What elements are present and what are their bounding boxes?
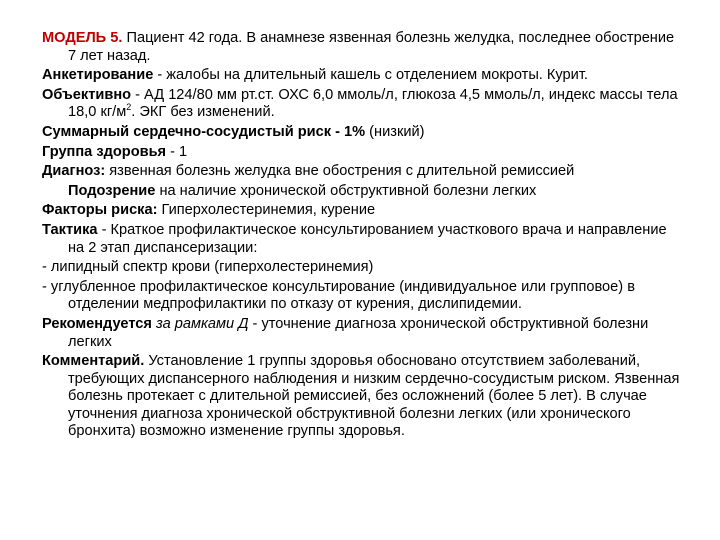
paragraph-survey [42, 67, 682, 85]
tactics-text: - Краткое профилактическое консультированием участкового врача и направление на 2 этап диспансеризации: [68, 221, 667, 256]
comment-text: Установление 1 группы здоровья обосновано отсутствием заболеваний, требующих диспансерного наблюдения и низким сердечно-сосудистым риском. Язвенная болезнь протекает с длительной ремиссией, без осложнений (более 5 лет). В случае уточнения диагноза хронической обструктивной болезни легких (или хронического бронхита) возможно изменение группы здоровья. [68, 353, 680, 440]
comment-label: Комментарий. [42, 353, 145, 370]
suspicion-label: Подозрение [68, 182, 156, 199]
paragraph-counseling [42, 279, 682, 314]
diagnosis-label: Диагноз: [42, 163, 106, 180]
paragraph-lipid [42, 259, 682, 277]
paragraph-risk-factors [42, 202, 682, 220]
recommendation-label: Рекомендуется [42, 315, 152, 332]
recommendation-italic: за рамками Д [151, 315, 249, 332]
health-group-label: Группа здоровья [42, 143, 167, 160]
survey-text: - жалобы на длительный кашель с отделением мокроты. Курит. [153, 67, 588, 84]
objective-superscript: 2 [126, 102, 132, 113]
paragraph-patient [42, 30, 682, 65]
paragraph-risk [42, 124, 682, 142]
model-title: МОДЕЛЬ 5. [42, 30, 123, 46]
health-group-text: - 1 [166, 143, 188, 160]
paragraph-comment [42, 353, 682, 441]
risk-label: Суммарный сердечно-сосудистый риск - 1% [42, 123, 366, 140]
risk-factors-text: Гиперхолестеринемия, курение [157, 202, 376, 219]
paragraph-diagnosis [42, 163, 682, 181]
survey-label: Анкетирование [42, 67, 154, 84]
lipid-text: - липидный спектр крови (гиперхолестеринемия) [42, 259, 374, 276]
paragraph-suspicion [42, 183, 682, 201]
paragraph-recommendation [42, 316, 682, 351]
diagnosis-text: язвенная болезнь желудка вне обострения с длительной ремиссией [105, 163, 575, 180]
objective-label: Объективно [42, 86, 132, 103]
objective-text: - АД 124/80 мм рт.ст. ОХС 6,0 ммоль/л, глюкоза 4,5 ммоль/л, индекс массы тела 18,0 кг/м [68, 86, 678, 121]
recommendation-text: - уточнение диагноза хронической обструктивной болезни легких [68, 315, 649, 350]
counseling-text: - углубленное профилактическое консультирование (индивидуальное или групповое) в отделении медпрофилактики по отказу от курения, дислипидемии. [42, 278, 635, 313]
objective-tail: . ЭКГ без изменений. [131, 104, 275, 121]
risk-text: (низкий) [365, 123, 425, 140]
case-text-block [42, 30, 682, 443]
tactics-label: Тактика [42, 221, 98, 238]
suspicion-text: на наличие хронической обструктивной болезни легких [155, 182, 537, 199]
paragraph-objective [42, 87, 682, 122]
paragraph-tactics [42, 222, 682, 257]
patient-text: Пациент 42 года. В анамнезе язвенная болезнь желудка, последнее обострение 7 лет назад. [68, 30, 675, 64]
risk-factors-label: Факторы риска: [42, 202, 158, 219]
paragraph-health-group [42, 144, 682, 162]
